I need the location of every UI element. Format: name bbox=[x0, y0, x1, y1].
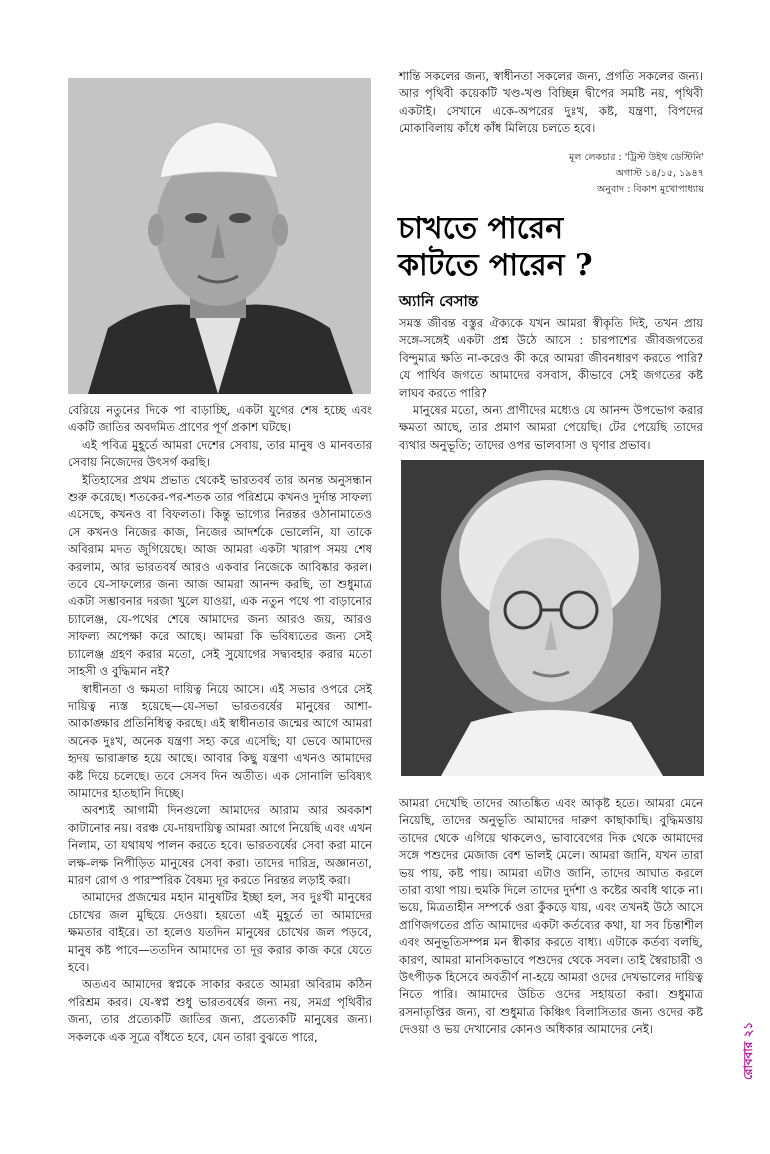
paragraph: ইতিহাসের প্রথম প্রভাত থেকেই ভারতবর্ষ তার অনন্ত অনুসন্ধান শুরু করেছে। শতকের-পর-শতক তার পরিশ্রমে কখনও দুর্দান্ত সাফল্য এসেছে, কখনও বা বিফলতা। কিন্তু ভাগ্যের নিরন্তর ওঠানামাতেও সে কখনও নিজের কাজ, নিজের আদর্শকে ভোলেনি, যা তাকে অবিরাম মদত জুগিয়েছে। আজ আমরা একটা খারাপ সময় শেষ করলাম, আর ভারতবর্ষ আরও একবার নিজেকে আবিষ্কার করল। তবে যে-সাফল্যের জন্য আজ আমরা আনন্দ করছি, তা শুধুমাত্র একটা সম্ভাবনার দরজা খুলে যাওয়া, এক নতুন পথে পা বাড়ানোর চ্যালেঞ্জ, যে-পথের শেষে আমাদের জন্য আরও জয়, আরও সাফল্য অপেক্ষা করে আছে। আমরা কি ভবিষ্যতের জন্য সেই চ্যালেঞ্জ গ্রহণ করার মতো, সেই সুযোগের সদ্ব্যবহার করার মতো সাহসী ও বুদ্ধিমান নই? bbox=[68, 472, 372, 679]
paragraph: এই পবিত্র মুহূর্তে আমরা দেশের সেবায়, তার মানুষ ও মানবতার সেবায় নিজেদের উৎসর্গ করছি। bbox=[68, 437, 372, 470]
headline-line-2: কাটতে পারেন ? bbox=[398, 248, 593, 283]
article-headline bbox=[398, 210, 708, 284]
besant-portrait-image bbox=[401, 460, 704, 776]
besant-portrait-photo bbox=[401, 460, 704, 776]
paragraph: সমস্ত জীবন্ত বস্তুর ঐক্যকে যখন আমরা স্বীকৃতি দিই, তখন প্রায় সঙ্গে-সঙ্গেই একটা প্রশ্ন উঠে আসে : চারপাশের জীবজগতের বিন্দুমাত্র ক্ষতি না-করেও কী করে আমরা জীবনধারণ করতে পারি? যে পার্থিব জগতে আমাদের বসবাস, কীভাবে সেই জগতের কষ্ট লাঘব করতে পারি? bbox=[399, 316, 703, 400]
besant-article-text-bottom bbox=[399, 795, 703, 1039]
paragraph: অতএব আমাদের স্বপ্নকে সাকার করতে আমরা অবিরাম কঠিন পরিশ্রম করব। যে-স্বপ্ন শুধু ভারতবর্ষের জন্য নয়, সমগ্র পৃথিবীর জন্য, তার প্রত্যেকটি জাতির জন্য, প্রত্যেকটি মানুষের জন্য। সকলকে এক সূত্রে বাঁধতে হবে, যেন তারা বুঝতে পারে, bbox=[68, 977, 372, 1044]
headline-line-1: চাখতে পারেন bbox=[398, 211, 564, 246]
paragraph: আমাদের প্রজন্মের মহান মানুষটির ইচ্ছা হল, সব দুঃখী মানুষের চোখের জল মুছিয়ে দেওয়া। হয়তো এই মুহূর্তে তা আমাদের ক্ষমতার বাইরে। তা হলেও যতদিন মানুষের চোখের জল পড়বে, মানুষ কষ্ট পাবে—ততদিন আমাদের তা দূর করার কাজ করে যেতে হবে। bbox=[68, 890, 372, 974]
paragraph: স্বাধীনতা ও ক্ষমতা দায়িত্ব নিয়ে আসে। এই সভার ওপরে সেই দায়িত্ব ন্যস্ত হয়েছে—যে-সভা ভারতবর্ষের মানুষের আশা-আকাঙ্ক্ষার প্রতিনিধিত্ব করছে। এই স্বাধীনতার জন্মের আগে আমরা অনেক দুঃখ, অনেক যন্ত্রণা সহ্য করে এসেছি; যা ভেবে আমাদের হৃদয় ভারাক্রান্ত হয়ে আছে। আবার কিছু যন্ত্রণা এখনও আমাদের কষ্ট দিয়ে চলেছে। তবে সেসব দিন অতীত। এক সোনালি ভবিষ্যৎ আমাদের হাতছানি দিচ্ছে। bbox=[68, 681, 372, 800]
page-folio: রোববার ২১ bbox=[741, 1021, 755, 1080]
paragraph: আমরা দেখেছি তাদের আতঙ্কিত এবং আকৃষ্ট হতে। আমরা মেনে নিয়েছি, তাদের অনুভূতি আমাদের দারুণ কাছাকাছি। বুদ্ধিমত্তায় তাদের থেকে এগিয়ে থাকলেও, ভাবাবেগের দিক থেকে আমাদের সঙ্গে পশুদের মেজাজ বেশ ভালই মেলে। আমরা জানি, যখন তারা ভয় পায়, কষ্ট পায়। আমরা এটাও জানি, তাদের আঘাত করলে তারা ব্যথা পায়। হুমকি দিলে তাদের দুর্দশা ও কষ্টের অবধি থাকে না। ভয়ে, মিত্রতাহীন সম্পর্কে ওরা কুঁকড়ে যায়, এবং তখনই উঠে আসে প্রাণিজগতের প্রতি আমাদের একটা কর্তব্যের কথা, যা সব চিন্তাশীল এবং অনুভূতিসম্পন্ন মন স্বীকার করতে বাধ্য। এটাকে কর্তব্য বলছি, কারণ, আমরা মানসিকভাবে পশুদের থেকে সবল। তাই স্বৈরাচারী ও উৎপীড়ক হিসেবে অবতীর্ণ না-হয়ে আমরা ওদের দেখভালের দায়িত্ব নিতে পারি। আমাদের উচিত ওদের সহায়তা করা। শুধুমাত্র রসনাতৃপ্তির জন্য, বা শুধুমাত্র কিঞ্চিৎ বিলাসিতার জন্য ওদের কষ্ট দেওয়া ও ভয় দেখানোর কোনও অধিকার আমাদের নেই। bbox=[399, 796, 703, 1037]
paragraph: মানুষের মতো, অন্য প্রাণীদের মধ্যেও যে আনন্দ উপভোগ করার ক্ষমতা আছে, তার প্রমাণ আমরা পেয়েছি। টের পেয়েছি তাদের ব্যথার অনুভূতি; তাদের ওপর ভালবাসা ও ঘৃণার প্রভাব। bbox=[399, 403, 703, 452]
nehru-portrait-photo bbox=[68, 78, 371, 394]
nehru-portrait-image bbox=[68, 78, 371, 394]
credit-source: মূল লেকচার : 'ট্রিস্ট উইথ ডেস্টিনি' bbox=[568, 152, 704, 163]
credit-date: অগাস্ট ১৪/১৫, ১৯৪৭ bbox=[615, 168, 704, 179]
credit-translator: অনুবাদ : বিকাশ মুখোপাধ্যায় bbox=[597, 184, 704, 195]
nehru-speech-continuation bbox=[399, 68, 703, 138]
paragraph: বেরিয়ে নতুনের দিকে পা বাড়াচ্ছি, একটা যুগের শেষ হচ্ছে এবং একটি জাতির অবদমিত প্রাণের পূর্ণ প্রকাশ ঘটছে। bbox=[68, 403, 372, 435]
paragraph: শান্তি সকলের জন্য, স্বাধীনতা সকলের জন্য, প্রগতি সকলের জন্য। আর পৃথিবী কয়েকটি খণ্ড-খণ্ড বিচ্ছিন্ন দ্বীপের সমষ্টি নয়, পৃথিবী একটাই। সেখানে একে-অপরের দুঃখ, কষ্ট, যন্ত্রণা, বিপদের মোকাবিলায় কাঁধে কাঁধ মিলিয়ে চলতে হবে। bbox=[399, 69, 703, 136]
besant-article-text-top bbox=[399, 315, 703, 454]
article-credits bbox=[520, 150, 704, 198]
paragraph: অবশ্যই আগামী দিনগুলো আমাদের আরাম আর অবকাশ কাটানোর নয়। বরঞ্চ যে-দায়দায়িত্ব আমরা আগে নিয়েছি এবং এখন নিলাম, তা যথাযথ পালন করতে হবে। ভারতবর্ষের সেবা করা মানে লক্ষ-লক্ষ নিপীড়িত মানুষের সেবা করা। তাদের দারিদ্র, অজ্ঞানতা, মারণ রোগ ও পারস্পরিক বৈষম্য দূর করতে নিরন্তর লড়াই করা। bbox=[68, 803, 372, 887]
article-author: অ্যানি বেসান্ত bbox=[399, 292, 479, 310]
nehru-speech-text bbox=[68, 402, 372, 1046]
